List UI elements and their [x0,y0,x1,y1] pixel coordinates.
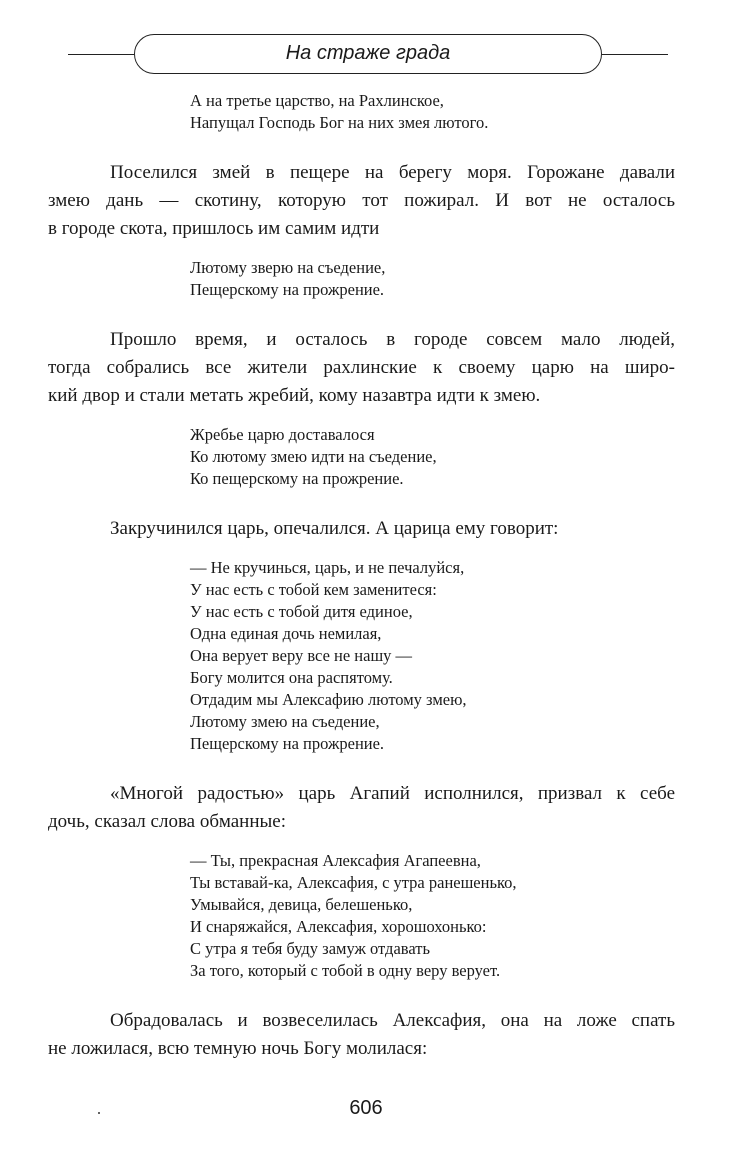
verse-line: — Не кручинься, царь, и не печалуйся, [190,558,465,577]
verse-line: — Ты, прекрасная Алексафия Агапеевна, [190,851,481,870]
text-line: змею дань — скотину, которую тот пожирал. И вот не осталось [48,190,675,211]
text-line: в городе скота, пришлось им самим идти [48,218,380,239]
page-body [48,90,675,1063]
text-line: не ложилася, всю темную ночь Богу молилася: [48,1038,428,1059]
verse-line: Богу молится она распятому. [190,668,393,687]
verse-3 [190,424,675,490]
verse-line: Лютому зверю на съедение, [190,258,386,277]
verse-line: Напущал Господь Бог на них змея лютого. [190,113,489,132]
text-line: дочь, сказал слова обманные: [48,811,286,832]
verse-line: Ко лютому змею идти на съедение, [190,447,437,466]
verse-line: У нас есть с тобой кем заменитеся: [190,580,437,599]
header-rule-right [602,54,668,55]
verse-line: Отдадим мы Алексафию лютому змею, [190,690,467,709]
verse-line: Ко пещерскому на прожрение. [190,469,404,488]
verse-1 [190,90,675,134]
verse-line: Пещерскому на прожрение. [190,280,385,299]
paragraph-4 [48,780,675,836]
text-line: Поселился змей в пещере на берегу моря. Горожане давали [110,162,675,183]
text-line: кий двор и стали метать жребий, кому назавтра идти к змею. [48,385,541,406]
text-line: тогда собрались все жители рахлинские к своему царю на широ- [48,357,675,378]
verse-line: За того, который с тобой в одну веру верует. [190,961,501,980]
verse-line: Одна единая дочь немилая, [190,624,382,643]
verse-line: С утра я тебя буду замуж отдавать [190,939,430,958]
header-title: На страже града [134,34,602,74]
text-line: Прошло время, и осталось в городе совсем мало людей, [110,329,675,350]
text-line: Закручинился царь, опечалился. А царица ему говорит: [110,518,559,539]
verse-line: Умывайся, девица, белешенько, [190,895,413,914]
verse-line: У нас есть с тобой дитя единое, [190,602,413,621]
paragraph-2 [48,326,675,410]
verse-line: И снаряжайся, Алексафия, хорошохонько: [190,917,487,936]
verse-line: А на третье царство, на Рахлинское, [190,91,444,110]
paragraph-1 [48,159,675,243]
verse-line: Ты вставай-ка, Алексафия, с утра ранешенько, [190,873,517,892]
verse-line: Она верует веру все не нашу — [190,646,413,665]
page-number: 606 [349,1097,383,1119]
verse-4 [190,557,675,755]
text-line: «Многой радостью» царь Агапий исполнился, призвал к себе [110,783,675,804]
verse-5 [190,850,675,982]
verse-line: Лютому змею на съедение, [190,712,380,731]
header-rule-left [68,54,134,55]
text-line: Обрадовалась и возвеселилась Алексафия, она на ложе спать [110,1010,675,1031]
verse-2 [190,257,675,301]
paragraph-5 [48,1007,675,1063]
running-header [68,34,668,74]
verse-line: Жребье царю доставалося [190,425,375,444]
verse-line: Пещерскому на прожрение. [190,734,385,753]
paragraph-3 [48,515,675,543]
